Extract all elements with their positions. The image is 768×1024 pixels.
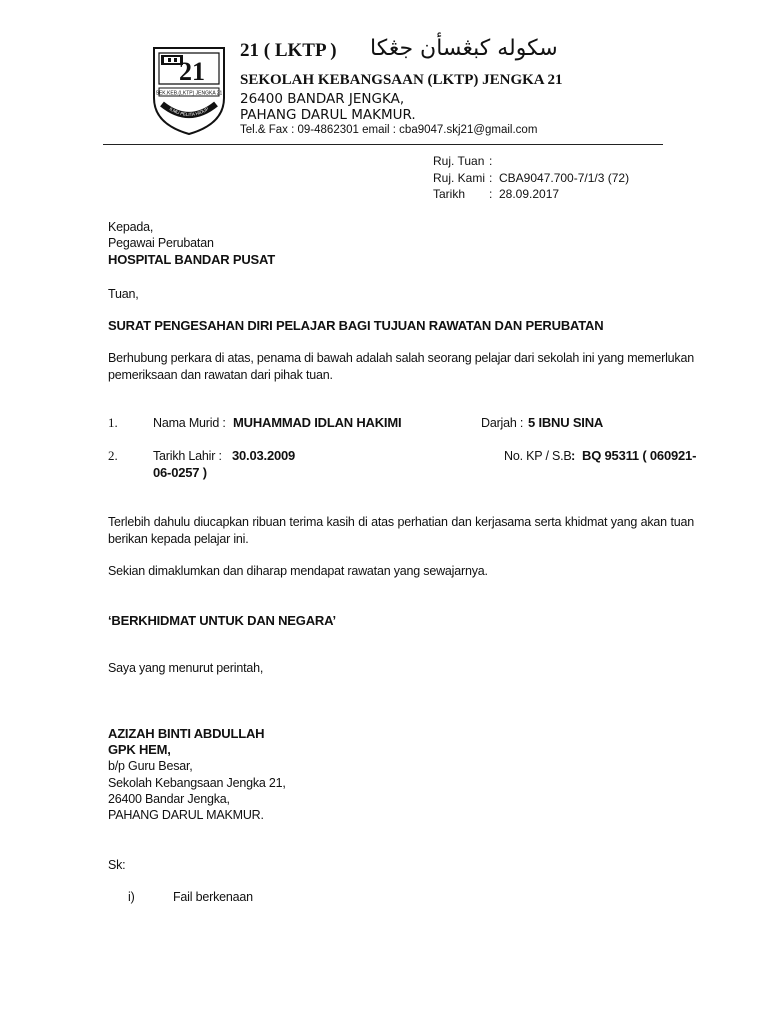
letterhead-address-line2: PAHANG DARUL MAKMUR.	[240, 107, 416, 123]
salutation: Tuan,	[108, 287, 139, 301]
thanks-paragraph: Terlebih dahulu diucapkan ribuan terima kasih di atas perhatian dan kerjasama serta khidmat yang akan tuan berikan kepada pelajar ini.	[108, 515, 694, 546]
letterhead-title-jawi: سكوله كبڠسأن جڠكا	[370, 36, 558, 61]
id-colon: :	[571, 448, 576, 463]
signatory-position: GPK HEM,	[108, 742, 171, 757]
school-crest-icon	[148, 44, 230, 136]
ref-value: 28.09.2017	[499, 187, 560, 201]
signatory-line2: Sekolah Kebangsaan Jengka 21,	[108, 776, 286, 790]
closing-paragraph: Sekian dimaklumkan dan diharap mendapat rawatan yang sewajarnya.	[108, 564, 488, 578]
recipient-to: Kepada,	[108, 220, 154, 234]
id-label: No. KP / S.B	[504, 449, 572, 463]
item2-number: 2.	[108, 448, 118, 463]
ref-row-tarikh: Tarikh : 28.09.2017	[433, 187, 560, 201]
ref-row-ruj-kami: Ruj. Kami : CBA9047.700-7/1/3 (72)	[433, 171, 630, 185]
class-label: Darjah :	[481, 416, 524, 430]
letterhead-title-number: 21 ( LKTP )	[240, 40, 337, 61]
name-label: Nama Murid :	[153, 416, 226, 430]
motto: ‘BERKHIDMAT UNTUK DAN NEGARA’	[108, 613, 336, 628]
student-id-part1: BQ 95311 ( 060921-	[582, 448, 697, 463]
letter-subject: SURAT PENGESAHAN DIRI PELAJAR BAGI TUJUAN RAWATAN DAN PERUBATAN	[108, 318, 604, 333]
letterhead-contact: Tel.& Fax : 09-4862301 email : cba9047.skj21@gmail.com	[240, 124, 538, 136]
cc-item-number: i)	[128, 890, 135, 904]
ref-row-ruj-tuan: Ruj. Tuan :	[433, 154, 493, 168]
ref-value: CBA9047.700-7/1/3 (72)	[499, 171, 630, 185]
letterhead-school-name: SEKOLAH KEBANGSAAN (LKTP) JENGKA 21	[240, 72, 563, 88]
sign-off: Saya yang menurut perintah,	[108, 661, 264, 675]
cc-item: Fail berkenaan	[173, 890, 253, 904]
student-dob: 30.03.2009	[232, 448, 296, 463]
crest-text-top: SEK.KEB.(LKTP) JENGKA 21	[155, 90, 223, 97]
ref-label: Tarikh	[433, 187, 466, 201]
signatory-line3: 26400 Bandar Jengka,	[108, 792, 230, 806]
item1-number: 1.	[108, 415, 118, 430]
student-id-part2: 06-0257 )	[153, 465, 207, 480]
intro-paragraph: Berhubung perkara di atas, penama di bawah adalah salah seorang pelajar dari sekolah ini yang memerlukan pemeriksaan dan rawatan dari pihak tuan.	[108, 351, 694, 382]
signatory-line1: b/p Guru Besar,	[108, 759, 193, 773]
signatory-line4: PAHANG DARUL MAKMUR.	[108, 808, 264, 822]
recipient-hospital: HOSPITAL BANDAR PUSAT	[108, 252, 275, 267]
student-name: MUHAMMAD IDLAN HAKIMI	[233, 415, 402, 430]
letterhead-address-line1: 26400 BANDAR JENGKA,	[240, 91, 405, 107]
crest-number: 21	[179, 57, 205, 86]
recipient-office: Pegawai Perubatan	[108, 236, 214, 250]
crest-text-bottom: ILMU PELITA HIDUP	[168, 106, 210, 118]
letterhead-divider	[103, 144, 663, 145]
student-class: 5 IBNU SINA	[528, 415, 604, 430]
ref-label: Ruj. Kami	[433, 171, 486, 185]
dob-label: Tarikh Lahir :	[153, 449, 222, 463]
ref-label: Ruj. Tuan	[433, 154, 485, 168]
cc-label: Sk:	[108, 858, 126, 872]
signatory-name: AZIZAH BINTI ABDULLAH	[108, 726, 265, 741]
